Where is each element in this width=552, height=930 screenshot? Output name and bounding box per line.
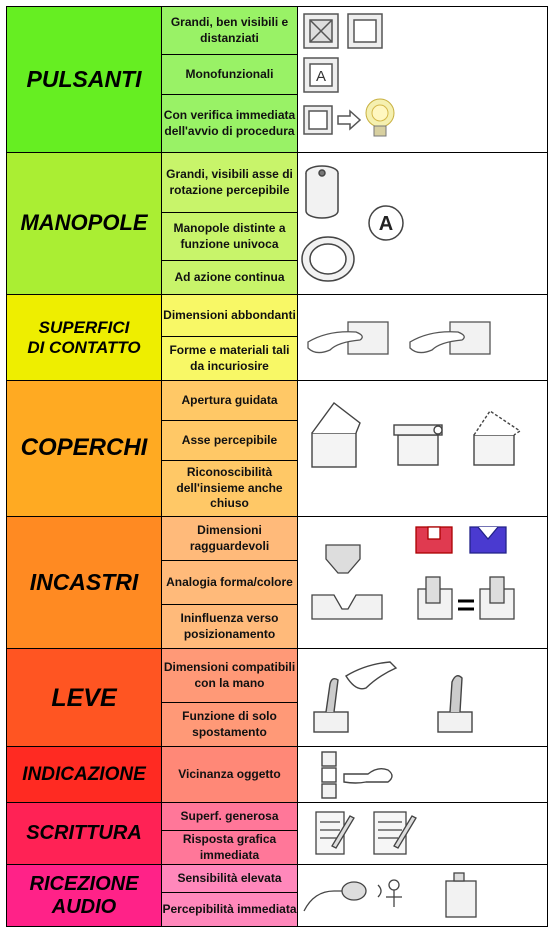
illustration-coperchi	[298, 381, 548, 517]
row-scrittura	[7, 803, 548, 831]
criterion: Analogia forma/colore	[162, 561, 298, 605]
audio-illustration	[298, 867, 538, 925]
lever-base-icon	[314, 712, 348, 732]
criterion: Vicinanza oggetto	[162, 747, 298, 803]
levers-illustration	[298, 650, 538, 746]
lids-illustration	[298, 385, 538, 513]
lever-icon	[326, 678, 338, 711]
category-ricezione: RICEZIONE AUDIO	[7, 865, 162, 927]
category-coperchi: COPERCHI	[7, 381, 162, 517]
row-coperchi	[7, 381, 548, 421]
hand-icon	[346, 662, 396, 689]
criterion: Dimensioni ragguardevoli	[162, 517, 298, 561]
category-scrittura: SCRITTURA	[7, 803, 162, 865]
row-incastri	[7, 517, 548, 561]
illustration-superfici	[298, 295, 548, 381]
criterion: Grandi, ben visibili e distanziati	[162, 7, 298, 55]
lever-icon	[450, 675, 462, 711]
speaker-icon	[446, 881, 476, 917]
criterion: Risposta grafica immediata	[162, 831, 298, 865]
illustration-pulsanti	[298, 7, 548, 153]
cable-icon	[304, 891, 346, 911]
illustration-leve	[298, 649, 548, 747]
pointing-hand-icon	[344, 768, 392, 782]
criterion: Percepibilità immediata	[162, 893, 298, 927]
criterion: Asse percepibile	[162, 421, 298, 461]
criterion: Dimensioni compatibili con la mano	[162, 649, 298, 703]
category-incastri: INCASTRI	[7, 517, 162, 649]
buttons-illustration	[298, 10, 538, 150]
category-pulsanti: PULSANTI	[7, 7, 162, 153]
lever-base-icon	[438, 712, 472, 732]
peg-icon	[326, 545, 360, 573]
criterion: Ininfluenza verso posizionamento	[162, 605, 298, 649]
criterion: Con verifica immediata dell'avvio di procedura	[162, 95, 298, 153]
microphone-icon	[342, 882, 366, 900]
indicator-box-icon	[322, 784, 336, 798]
illustration-scrittura	[298, 803, 548, 865]
criterion: Superf. generosa	[162, 803, 298, 831]
row-pulsanti	[7, 7, 548, 55]
box-icon	[312, 433, 356, 467]
criterion: Monofunzionali	[162, 55, 298, 95]
sound-wave-icon	[378, 885, 381, 897]
pointing-illustration	[298, 748, 538, 802]
criterion: Apertura guidata	[162, 381, 298, 421]
box-icon	[474, 435, 514, 465]
criterion: Sensibilità elevata	[162, 865, 298, 893]
illustration-manopole	[298, 153, 548, 295]
criterion: Riconoscibilità dell'insieme anche chiuso	[162, 461, 298, 517]
person-icon	[389, 880, 399, 890]
illustration-indicazione	[298, 747, 548, 803]
open-lid-icon	[312, 403, 360, 433]
criterion: Dimensioni abbondanti	[162, 295, 298, 337]
svg-text:A: A	[378, 212, 394, 235]
knobs-illustration	[298, 155, 538, 293]
writing-illustration	[298, 804, 538, 864]
row-manopole	[7, 153, 548, 213]
category-superfici: SUPERFICI DI CONTATTO	[7, 295, 162, 381]
illustration-ricezione	[298, 865, 548, 927]
indicator-box-icon	[322, 752, 336, 766]
illustration-incastri	[298, 517, 548, 649]
joints-illustration	[298, 519, 538, 647]
socket-icon	[312, 595, 382, 619]
indicator-box-icon	[322, 768, 336, 782]
category-indicazione: INDICAZIONE	[7, 747, 162, 803]
criterion: Ad azione continua	[162, 261, 298, 295]
lid-path-icon	[474, 411, 520, 435]
row-ricezione	[7, 865, 548, 893]
arrow-right-icon	[338, 111, 360, 129]
criterion: Funzione di solo spostamento	[162, 703, 298, 747]
criterion: Forme e materiali tali da incuriosire	[162, 337, 298, 381]
criterion: Grandi, visibili asse di rotazione percepibile	[162, 153, 298, 213]
svg-text:A: A	[315, 67, 327, 85]
equals-icon	[458, 601, 474, 609]
row-leve	[7, 649, 548, 703]
category-leve: LEVE	[7, 649, 162, 747]
lightbulb-icon	[366, 99, 394, 136]
row-indicazione	[7, 747, 548, 803]
hands-illustration	[298, 296, 538, 380]
row-superfici	[7, 295, 548, 337]
box-icon	[398, 435, 438, 465]
category-manopole: MANOPOLE	[7, 153, 162, 295]
criterion: Manopole distinte a funzione univoca	[162, 213, 298, 261]
design-criteria-table	[6, 6, 548, 927]
